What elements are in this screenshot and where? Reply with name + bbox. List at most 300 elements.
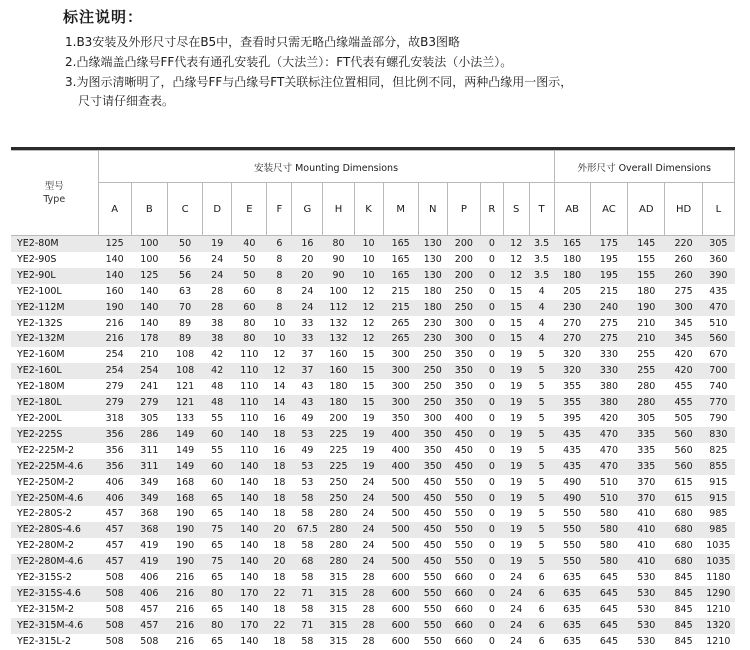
dimension-cell: 450 xyxy=(418,506,447,522)
dimension-cell: 280 xyxy=(323,554,354,570)
dimension-cell: 270 xyxy=(554,331,590,347)
dimension-cell: 19 xyxy=(503,506,529,522)
dimension-cell: 37 xyxy=(292,347,323,363)
dimension-cell: 406 xyxy=(98,491,131,507)
dimension-cell: 1180 xyxy=(702,570,734,586)
dimension-cell: 8 xyxy=(267,252,292,268)
dimension-cell: 132 xyxy=(323,316,354,332)
dimension-cell: 15 xyxy=(354,347,383,363)
dimension-cell: 600 xyxy=(383,570,418,586)
dimension-cell: 0 xyxy=(480,300,503,316)
dimension-cell: 160 xyxy=(323,363,354,379)
dimension-cell: 355 xyxy=(554,395,590,411)
dimension-cell: 279 xyxy=(98,395,131,411)
dimension-cell: 37 xyxy=(292,363,323,379)
model-cell: YE2-225S xyxy=(11,427,98,443)
dimension-cell: 680 xyxy=(665,538,702,554)
dimension-cell: 550 xyxy=(418,618,447,634)
dimension-cell: 20 xyxy=(267,554,292,570)
dimension-cell: 19 xyxy=(503,411,529,427)
dimension-cell: 600 xyxy=(383,586,418,602)
dimension-cell: 180 xyxy=(554,268,590,284)
dimension-cell: 0 xyxy=(480,618,503,634)
dimension-cell: 305 xyxy=(702,236,734,252)
dimension-cell: 60 xyxy=(203,427,232,443)
dimension-cell: 155 xyxy=(628,252,665,268)
dimension-cell: 635 xyxy=(554,634,590,650)
dimension-cell: 33 xyxy=(292,316,323,332)
dimension-cell: 65 xyxy=(203,538,232,554)
dimension-cell: 160 xyxy=(98,284,131,300)
dimension-cell: 33 xyxy=(292,331,323,347)
dimension-cell: 370 xyxy=(628,475,665,491)
table-row xyxy=(11,618,735,634)
dimension-cell: 260 xyxy=(665,268,702,284)
dimension-cell: 530 xyxy=(628,618,665,634)
dimension-cell: 280 xyxy=(628,379,665,395)
dimension-cell: 80 xyxy=(203,586,232,602)
dimension-cell: 830 xyxy=(702,427,734,443)
dimension-cell: 420 xyxy=(665,363,702,379)
dimension-cell: 280 xyxy=(323,506,354,522)
dimension-cell: 12 xyxy=(503,236,529,252)
dimension-cell: 500 xyxy=(383,475,418,491)
dimension-cell: 18 xyxy=(267,634,292,650)
dimension-cell: 550 xyxy=(447,475,480,491)
dimension-cell: 305 xyxy=(131,411,167,427)
dimension-cell: 560 xyxy=(665,459,702,475)
dimension-cell: 5 xyxy=(529,459,554,475)
dimension-cell: 216 xyxy=(98,316,131,332)
dimension-cell: 18 xyxy=(267,427,292,443)
dimension-cell: 15 xyxy=(354,395,383,411)
model-cell: YE2-315L-2 xyxy=(11,634,98,650)
dimension-cell: 1035 xyxy=(702,538,734,554)
dimension-cell: 241 xyxy=(131,379,167,395)
dimension-cell: 80 xyxy=(232,316,267,332)
dimension-cell: 645 xyxy=(590,570,627,586)
dimension-cell: 770 xyxy=(702,395,734,411)
table-row xyxy=(11,634,735,650)
dimension-cell: 14 xyxy=(267,395,292,411)
dimension-cell: 48 xyxy=(203,395,232,411)
dimension-cell: 500 xyxy=(383,506,418,522)
dimension-cell: 490 xyxy=(554,491,590,507)
dimension-cell: 550 xyxy=(447,538,480,554)
dimension-cell: 165 xyxy=(383,268,418,284)
dimension-cell: 24 xyxy=(292,300,323,316)
dimension-cell: 508 xyxy=(98,586,131,602)
dimension-cell: 300 xyxy=(665,300,702,316)
dimension-cell: 457 xyxy=(98,538,131,554)
model-cell: YE2-250M-2 xyxy=(11,475,98,491)
dimension-cell: 265 xyxy=(383,316,418,332)
dimension-cell: 24 xyxy=(292,284,323,300)
dimension-cell: 14 xyxy=(267,379,292,395)
dimension-cell: 8 xyxy=(267,300,292,316)
dimension-cell: 130 xyxy=(418,236,447,252)
dimension-cell: 8 xyxy=(267,268,292,284)
dimension-cell: 58 xyxy=(292,634,323,650)
dimension-cell: 65 xyxy=(203,506,232,522)
dimension-cell: 49 xyxy=(292,443,323,459)
dimension-cell: 0 xyxy=(480,634,503,650)
dimension-cell: 420 xyxy=(665,347,702,363)
dimension-cell: 350 xyxy=(447,347,480,363)
dimension-cell: 149 xyxy=(167,443,202,459)
dimension-cell: 10 xyxy=(267,316,292,332)
model-cell: YE2-280S-4.6 xyxy=(11,522,98,538)
dimension-cell: 75 xyxy=(203,554,232,570)
dimension-cell: 3.5 xyxy=(529,268,554,284)
dimension-cell: 100 xyxy=(323,284,354,300)
column-header: L xyxy=(702,183,734,236)
dimension-cell: 265 xyxy=(383,331,418,347)
dimension-cell: 635 xyxy=(554,618,590,634)
model-cell: YE2-132M xyxy=(11,331,98,347)
dimension-cell: 0 xyxy=(480,443,503,459)
dimension-cell: 790 xyxy=(702,411,734,427)
dimension-cell: 450 xyxy=(447,443,480,459)
dimension-cell: 53 xyxy=(292,475,323,491)
dimension-cell: 300 xyxy=(447,331,480,347)
dimension-cell: 42 xyxy=(203,347,232,363)
dimension-cell: 16 xyxy=(267,411,292,427)
dimension-cell: 419 xyxy=(131,538,167,554)
dimension-cell: 38 xyxy=(203,316,232,332)
dimension-cell: 19 xyxy=(354,427,383,443)
dimension-cell: 18 xyxy=(267,491,292,507)
dimension-cell: 19 xyxy=(503,475,529,491)
column-header: AD xyxy=(628,183,665,236)
dimension-cell: 300 xyxy=(383,395,418,411)
dimension-cell: 0 xyxy=(480,586,503,602)
dimension-cell: 505 xyxy=(665,411,702,427)
dimension-cell: 140 xyxy=(131,316,167,332)
dimension-cell: 450 xyxy=(447,427,480,443)
dimension-cell: 89 xyxy=(167,316,202,332)
dimension-cell: 18 xyxy=(267,602,292,618)
dimension-cell: 280 xyxy=(628,395,665,411)
dimension-cell: 19 xyxy=(354,411,383,427)
dimension-cell: 345 xyxy=(665,331,702,347)
dimension-cell: 58 xyxy=(292,602,323,618)
dimension-cell: 80 xyxy=(323,236,354,252)
dimension-cell: 65 xyxy=(203,602,232,618)
dimension-cell: 420 xyxy=(590,411,627,427)
dimension-cell: 210 xyxy=(628,331,665,347)
dimension-cell: 24 xyxy=(354,475,383,491)
dimension-cell: 216 xyxy=(167,570,202,586)
dimension-cell: 508 xyxy=(98,570,131,586)
dimension-cell: 19 xyxy=(503,347,529,363)
dimension-cell: 71 xyxy=(292,618,323,634)
table-row xyxy=(11,506,735,522)
dimension-cell: 0 xyxy=(480,411,503,427)
dimension-cell: 0 xyxy=(480,491,503,507)
dimension-cell: 600 xyxy=(383,634,418,650)
dimension-cell: 125 xyxy=(98,236,131,252)
dimension-cell: 530 xyxy=(628,570,665,586)
table-row xyxy=(11,363,735,379)
dimension-cell: 112 xyxy=(323,300,354,316)
dimension-cell: 660 xyxy=(447,586,480,602)
dimension-cell: 0 xyxy=(480,363,503,379)
column-header: AC xyxy=(590,183,627,236)
dimension-cell: 845 xyxy=(665,586,702,602)
dimension-cell: 190 xyxy=(167,554,202,570)
dimension-cell: 250 xyxy=(418,363,447,379)
dimension-cell: 275 xyxy=(665,284,702,300)
dimension-cell: 216 xyxy=(167,586,202,602)
dimension-cell: 311 xyxy=(131,459,167,475)
dimension-cell: 350 xyxy=(447,363,480,379)
dimension-cell: 349 xyxy=(131,491,167,507)
dimension-cell: 5 xyxy=(529,491,554,507)
dimension-cell: 22 xyxy=(267,618,292,634)
dimension-cell: 645 xyxy=(590,586,627,602)
dimension-cell: 356 xyxy=(98,427,131,443)
dimension-cell: 3.5 xyxy=(529,236,554,252)
dimension-cell: 133 xyxy=(167,411,202,427)
dimension-cell: 28 xyxy=(203,300,232,316)
dimension-cell: 660 xyxy=(447,634,480,650)
dimension-cell: 635 xyxy=(554,602,590,618)
dimension-cell: 400 xyxy=(383,443,418,459)
dimension-cell: 645 xyxy=(590,634,627,650)
dimension-cell: 470 xyxy=(590,459,627,475)
model-cell: YE2-280M-4.6 xyxy=(11,554,98,570)
column-header: T xyxy=(529,183,554,236)
table-row xyxy=(11,491,735,507)
dimension-cell: 6 xyxy=(529,634,554,650)
column-header: P xyxy=(447,183,480,236)
dimension-cell: 450 xyxy=(418,538,447,554)
dimension-cell: 140 xyxy=(131,300,167,316)
model-cell: YE2-225M-2 xyxy=(11,443,98,459)
dimension-cell: 560 xyxy=(665,443,702,459)
dimension-cell: 550 xyxy=(554,522,590,538)
table-row xyxy=(11,236,735,252)
column-header: S xyxy=(503,183,529,236)
dimension-cell: 230 xyxy=(418,331,447,347)
dimension-cell: 580 xyxy=(590,506,627,522)
dimension-cell: 550 xyxy=(447,506,480,522)
dimension-cell: 19 xyxy=(503,379,529,395)
dimension-cell: 330 xyxy=(590,363,627,379)
dimension-cell: 457 xyxy=(131,618,167,634)
dimension-cell: 38 xyxy=(203,331,232,347)
dimension-cell: 18 xyxy=(267,459,292,475)
dimension-cell: 58 xyxy=(292,491,323,507)
dimension-cell: 600 xyxy=(383,602,418,618)
dimension-cell: 24 xyxy=(503,586,529,602)
model-cell: YE2-180M xyxy=(11,379,98,395)
dimension-cell: 330 xyxy=(590,347,627,363)
model-cell: YE2-315S-4.6 xyxy=(11,586,98,602)
dimension-cell: 16 xyxy=(267,443,292,459)
dimension-cell: 457 xyxy=(98,554,131,570)
dimension-cell: 0 xyxy=(480,427,503,443)
model-cell: YE2-225M-4.6 xyxy=(11,459,98,475)
dimension-cell: 60 xyxy=(232,300,267,316)
dimension-cell: 19 xyxy=(354,459,383,475)
dimension-cell: 58 xyxy=(292,570,323,586)
dimension-cell: 457 xyxy=(98,522,131,538)
dimension-cell: 1290 xyxy=(702,586,734,602)
dimension-cell: 450 xyxy=(447,459,480,475)
table-row xyxy=(11,252,735,268)
dimension-cell: 140 xyxy=(131,284,167,300)
model-cell: YE2-160M xyxy=(11,347,98,363)
note-2: 2.凸缘端盖凸缘号FF代表有通孔安装孔（大法兰）：FT代表有螺孔安装法（小法兰）。 xyxy=(65,55,513,69)
dimension-cell: 6 xyxy=(529,586,554,602)
dimension-cell: 110 xyxy=(232,443,267,459)
dimension-cell: 216 xyxy=(167,618,202,634)
dimension-cell: 170 xyxy=(232,586,267,602)
model-cell: YE2-80M xyxy=(11,236,98,252)
note-3: 3.为图示清晰明了，凸缘号FF与凸缘号FT关联标注位置相同，但比例不同，两种凸缘用一图示， xyxy=(65,75,573,89)
model-header-en: Type xyxy=(43,194,66,205)
dimension-cell: 42 xyxy=(203,363,232,379)
dimension-cell: 390 xyxy=(702,268,734,284)
dimension-cell: 250 xyxy=(418,379,447,395)
column-header: H xyxy=(323,183,354,236)
dimension-cell: 350 xyxy=(418,459,447,475)
dimension-cell: 68 xyxy=(292,554,323,570)
column-header: N xyxy=(418,183,447,236)
dimension-cell: 0 xyxy=(480,554,503,570)
dimension-cell: 0 xyxy=(480,570,503,586)
dimension-cell: 560 xyxy=(665,427,702,443)
dimension-cell: 20 xyxy=(267,522,292,538)
dimension-cell: 0 xyxy=(480,268,503,284)
table-row xyxy=(11,602,735,618)
model-cell: YE2-315M-2 xyxy=(11,602,98,618)
dimension-cell: 225 xyxy=(323,427,354,443)
dimension-cell: 70 xyxy=(167,300,202,316)
dimension-cell: 165 xyxy=(383,236,418,252)
dimension-cell: 130 xyxy=(418,268,447,284)
dimension-cell: 180 xyxy=(323,395,354,411)
dimension-cell: 550 xyxy=(554,538,590,554)
dimension-cell: 660 xyxy=(447,618,480,634)
dimension-cell: 24 xyxy=(354,506,383,522)
dimension-cell: 12 xyxy=(503,268,529,284)
dimension-cell: 19 xyxy=(503,363,529,379)
model-header xyxy=(11,151,98,236)
page-title: 标注说明： xyxy=(63,8,144,26)
dimension-cell: 140 xyxy=(232,491,267,507)
table-row xyxy=(11,411,735,427)
dimension-cell: 55 xyxy=(203,443,232,459)
dimension-cell: 435 xyxy=(702,284,734,300)
model-cell: YE2-100L xyxy=(11,284,98,300)
dimension-cell: 410 xyxy=(628,538,665,554)
table-row xyxy=(11,379,735,395)
dimension-cell: 190 xyxy=(167,506,202,522)
dimension-cell: 470 xyxy=(590,443,627,459)
dimension-cell: 130 xyxy=(418,252,447,268)
dimension-cell: 615 xyxy=(665,475,702,491)
dimension-cell: 0 xyxy=(480,236,503,252)
dimension-cell: 90 xyxy=(323,252,354,268)
table-row xyxy=(11,475,735,491)
dimension-cell: 400 xyxy=(383,459,418,475)
dimension-cell: 530 xyxy=(628,602,665,618)
dimension-cell: 550 xyxy=(418,570,447,586)
dimension-cell: 210 xyxy=(628,316,665,332)
dimension-cell: 645 xyxy=(590,618,627,634)
dimension-cell: 250 xyxy=(323,475,354,491)
dimension-cell: 410 xyxy=(628,522,665,538)
dimension-cell: 100 xyxy=(131,236,167,252)
dimension-cell: 160 xyxy=(323,347,354,363)
dimension-cell: 43 xyxy=(292,395,323,411)
dimension-cell: 220 xyxy=(665,236,702,252)
dimension-cell: 530 xyxy=(628,634,665,650)
dimension-cell: 195 xyxy=(590,252,627,268)
dimension-cell: 20 xyxy=(292,252,323,268)
dimension-cell: 510 xyxy=(590,491,627,507)
dimension-cell: 845 xyxy=(665,618,702,634)
dimension-cell: 250 xyxy=(323,491,354,507)
dimension-cell: 48 xyxy=(203,379,232,395)
dimension-cell: 500 xyxy=(383,491,418,507)
dimension-cell: 200 xyxy=(323,411,354,427)
dimension-cell: 180 xyxy=(418,300,447,316)
dimension-cell: 315 xyxy=(323,634,354,650)
dimension-cell: 10 xyxy=(354,236,383,252)
dimension-cell: 318 xyxy=(98,411,131,427)
dimension-cell: 4 xyxy=(529,284,554,300)
dimension-cell: 200 xyxy=(447,236,480,252)
dimension-cell: 550 xyxy=(554,506,590,522)
column-header: A xyxy=(98,183,131,236)
dimension-cell: 550 xyxy=(447,554,480,570)
dimension-cell: 550 xyxy=(554,554,590,570)
dimension-cell: 550 xyxy=(418,634,447,650)
table-row xyxy=(11,347,735,363)
dimension-cell: 0 xyxy=(480,522,503,538)
table-row xyxy=(11,443,735,459)
dimension-cell: 349 xyxy=(131,475,167,491)
dimension-cell: 140 xyxy=(232,634,267,650)
dimension-cell: 250 xyxy=(447,284,480,300)
dimension-cell: 58 xyxy=(292,506,323,522)
dimension-cell: 320 xyxy=(554,363,590,379)
dimension-cell: 18 xyxy=(267,538,292,554)
dimension-cell: 320 xyxy=(554,347,590,363)
dimension-cell: 155 xyxy=(628,268,665,284)
dimension-cell: 455 xyxy=(665,379,702,395)
dimension-cell: 0 xyxy=(480,602,503,618)
dimension-cell: 55 xyxy=(203,411,232,427)
dimension-cell: 457 xyxy=(98,506,131,522)
dimension-cell: 279 xyxy=(98,379,131,395)
dimension-cell: 108 xyxy=(167,347,202,363)
dimension-cell: 190 xyxy=(628,300,665,316)
model-cell: YE2-90L xyxy=(11,268,98,284)
dimension-cell: 24 xyxy=(503,634,529,650)
dimension-cell: 60 xyxy=(203,475,232,491)
dimension-cell: 140 xyxy=(232,459,267,475)
model-cell: YE2-250M-4.6 xyxy=(11,491,98,507)
dimension-cell: 18 xyxy=(267,475,292,491)
dimension-cell: 254 xyxy=(98,363,131,379)
dimension-cell: 15 xyxy=(503,316,529,332)
dimension-cell: 360 xyxy=(702,252,734,268)
